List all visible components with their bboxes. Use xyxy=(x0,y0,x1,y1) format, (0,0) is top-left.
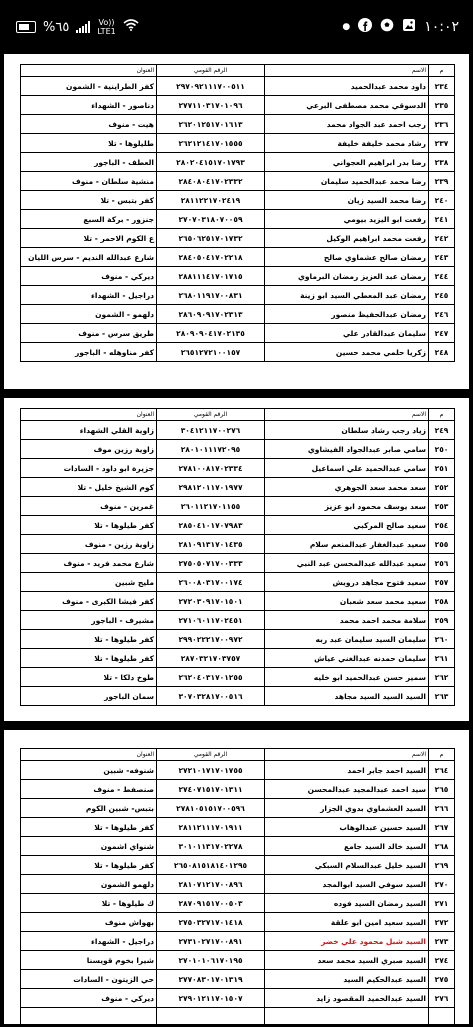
person-name: السيد سعيد امين ابو علقة xyxy=(265,913,429,932)
document-page-3 xyxy=(4,730,469,1024)
person-name: السيد رمضان السيد فوده xyxy=(265,894,429,913)
person-name: سامي صابر عبدالجواد الفيشاوي xyxy=(265,440,429,459)
row-number: ٢٧٣ xyxy=(429,932,455,951)
national-id: ٢٦٢١٢١٤١٧٠١٥٥٥ xyxy=(157,134,265,153)
network-label xyxy=(97,18,115,36)
address: كفر مناوهله - الباجور xyxy=(21,343,157,362)
address: ديركي - منوف xyxy=(21,267,157,286)
table-row xyxy=(21,592,455,611)
address: شنوفه- شبين xyxy=(21,761,157,780)
signal-icon xyxy=(76,21,90,33)
address: حي الزيتون - السادات xyxy=(21,970,157,989)
national-id: ٢٨٤٠٨٠٤١٧٠٢٣٣٢ xyxy=(157,172,265,191)
address: جنزور - بركة السبع xyxy=(21,210,157,229)
national-id: ٢٨٤٠٥٠٤١٧٠٢٢١٨ xyxy=(157,248,265,267)
records-table-2 xyxy=(20,408,455,706)
person-name: سعد محمد سعد الجوهري xyxy=(265,478,429,497)
table-row xyxy=(21,687,455,706)
address: دراجيل - الشهداء xyxy=(21,286,157,305)
table-row xyxy=(21,573,455,592)
address: كفر طيلوها - تلا xyxy=(21,630,157,649)
person-name: سعيد عبدالله عبدالمحسن عبد النبي xyxy=(265,554,429,573)
national-id: ٢٨١٠٧١٢١٧٠٠٨٩٦ xyxy=(157,875,265,894)
volte-label: Vo)) xyxy=(98,18,115,27)
address: كفر طيلوها - تلا xyxy=(21,516,157,535)
table-row xyxy=(21,286,455,305)
row-number: ٢٤٨ xyxy=(429,343,455,362)
national-id: ٢٨١٠٩١٣١٧٠١٤٣٥ xyxy=(157,535,265,554)
table-row xyxy=(21,248,455,267)
row-number: ٢٧٦ xyxy=(429,989,455,1008)
person-name: سلامة محمد احمد محمد xyxy=(265,611,429,630)
address: شارع محمد فريد - منوف xyxy=(21,554,157,573)
national-id: ٢٧٢٠٣٠٩١٧٠١٥٠١ xyxy=(157,592,265,611)
table-row xyxy=(21,875,455,894)
national-id: ٢٧٧٠٨٣٠١٧٠١٣١٩ xyxy=(157,970,265,989)
person-name: السيد شبل محمود علي خضر xyxy=(265,932,429,951)
table-row xyxy=(21,894,455,913)
person-name: داود محمد عبدالحميد xyxy=(265,77,429,96)
national-id: ٣٠١٠١١٣١٧٠٢٢٧٨ xyxy=(157,837,265,856)
row-number: ٢٧١ xyxy=(429,894,455,913)
national-id: ٢٦٥٠٨١٥١٨١٤٠١٢٩٥ xyxy=(157,856,265,875)
address: كفر بتبس - تلا xyxy=(21,191,157,210)
address: شارع عبدالله النديم - سرس الليان xyxy=(21,248,157,267)
address: كفر طيلوها - تلا xyxy=(21,649,157,668)
gallery-icon xyxy=(402,18,416,36)
header-id: الرقم القومي xyxy=(157,65,265,77)
national-id: ٢٩٧٠٩٢١١١٧٠٠٥١١ xyxy=(157,77,265,96)
row-number: ٢٧٢ xyxy=(429,913,455,932)
football-icon xyxy=(380,18,394,36)
row-number: ٢٧٥ xyxy=(429,970,455,989)
row-number: ٢٦٨ xyxy=(429,837,455,856)
address: زاوية رزين موف xyxy=(21,440,157,459)
table-row xyxy=(21,611,455,630)
row-number: ٢٦٦ xyxy=(429,799,455,818)
table-row xyxy=(21,115,455,134)
row-number: ٢٦٢ xyxy=(429,668,455,687)
national-id: ٢٨١١٢٢١٧٠٢٤١٩ xyxy=(157,191,265,210)
row-number: ٢٤٩ xyxy=(429,421,455,440)
table-row xyxy=(21,229,455,248)
row-number: ٢٣٥ xyxy=(429,96,455,115)
table-row xyxy=(21,172,455,191)
row-number: ٢٣٧ xyxy=(429,134,455,153)
table-row xyxy=(21,837,455,856)
address: العطف - الباجور xyxy=(21,153,157,172)
dot-icon: ● xyxy=(342,22,351,32)
address: ع الكوم الاحمر - تلا xyxy=(21,229,157,248)
person-name: السيد خليل عبدالسلام السبكي xyxy=(265,856,429,875)
address: طليلوها - تلا xyxy=(21,134,157,153)
national-id: ٢٨٠٢٠٤١٥١٧٠١٧٩٣ xyxy=(157,153,265,172)
row-number: ٢٤٧ xyxy=(429,324,455,343)
lte-label: LTE1 xyxy=(97,27,116,36)
table-row xyxy=(21,77,455,96)
table-header xyxy=(21,409,455,421)
address: دلهمو الشمون xyxy=(21,875,157,894)
address: بهواش منوف xyxy=(21,913,157,932)
national-id: ٢٦٥٠٦٢٥١٧٠١٧٣٢ xyxy=(157,229,265,248)
person-name: سليمان حمدنه عبدالغني عياش xyxy=(265,649,429,668)
row-number: ٢٣٤ xyxy=(429,77,455,96)
person-name: السيد خالد السيد جامع xyxy=(265,837,429,856)
national-id: ٢٨٨١١١٤١٧٠١٧١٥ xyxy=(157,267,265,286)
national-id: ٢٧٨١٠٠٨١٧٠٢٣٣٤ xyxy=(157,459,265,478)
table-row xyxy=(21,932,455,951)
table-row xyxy=(21,668,455,687)
person-name: رشاد محمد خليفة خليفة xyxy=(265,134,429,153)
address: جزيرة ابو داود - السادات xyxy=(21,459,157,478)
national-id: ٢٨٥٠٤١٠١٧٠٧٩٨٣ xyxy=(157,516,265,535)
person-name: رفعت ابو اليزيد بيومي xyxy=(265,210,429,229)
table-row xyxy=(21,818,455,837)
row-number: ٢٧٤ xyxy=(429,951,455,970)
table-row xyxy=(21,343,455,362)
status-left xyxy=(16,18,139,36)
national-id: ٢٧٥٠٣٢٧١٧٠١٤١٨ xyxy=(157,913,265,932)
clock-time: ١٠:٠٢ xyxy=(424,19,459,35)
national-id: ٣٠٧٠٣٢٨١٧٠٠٥١٦ xyxy=(157,687,265,706)
person-name: السيد عبدالحميد المقصود زايد xyxy=(265,989,429,1008)
person-name: سليمان عبدالقادر علي xyxy=(265,324,429,343)
table-row xyxy=(21,649,455,668)
table-row xyxy=(21,96,455,115)
address: دلهمو - الشمون xyxy=(21,305,157,324)
table-row xyxy=(21,554,455,573)
header-id: الرقم القومي xyxy=(157,749,265,761)
person-name: السيد السيد السيد مجاهد xyxy=(265,687,429,706)
national-id: ٢٦٠٠٨٠٣١٧٠٠١٧٤ xyxy=(157,573,265,592)
person-name: سليمان السيد سليمان عبد ربه xyxy=(265,630,429,649)
person-name: سيد احمد عبدالمجيد عبدالمحسن xyxy=(265,780,429,799)
table-row xyxy=(21,497,455,516)
header-no: م xyxy=(429,409,455,421)
row-number: ٢٥٢ xyxy=(429,478,455,497)
address: طوخ دلكا - تلا xyxy=(21,668,157,687)
person-name: رجب احمد عبد الجواد محمد xyxy=(265,115,429,134)
table-body xyxy=(21,761,455,1027)
address: كفر طيلوها - تلا xyxy=(21,818,157,837)
address: دراجيل - الشهداء xyxy=(21,932,157,951)
row-number: ٢٥٣ xyxy=(429,497,455,516)
header-no: م xyxy=(429,65,455,77)
row-number: ٢٥١ xyxy=(429,459,455,478)
address: هيت - منوف xyxy=(21,115,157,134)
row-number: ٢٦٤ xyxy=(429,761,455,780)
person-name: رضا محمد السيد زيان xyxy=(265,191,429,210)
person-name: رمضان عبد المعطي السيد ابو زينة xyxy=(265,286,429,305)
row-number: ٢٦٠ xyxy=(429,630,455,649)
person-name: السيد احمد جابر احمد xyxy=(265,761,429,780)
row-number: ٢٤٥ xyxy=(429,286,455,305)
national-id: ٣٠٤١٢١١٧٠٠٢٧٦ xyxy=(157,421,265,440)
address: ك طيلوها - تلا xyxy=(21,894,157,913)
address: مليج شبين xyxy=(21,573,157,592)
header-name: الاسم xyxy=(265,749,429,761)
person-name: سعد يوسف محمود ابو عزيز xyxy=(265,497,429,516)
header-address: العنوان xyxy=(21,749,157,761)
row-number: ٢٤١ xyxy=(429,210,455,229)
address: سمان الباجور xyxy=(21,687,157,706)
row-number: ٢٦١ xyxy=(429,649,455,668)
national-id: ٢٦٠١١٢١٧٠١١٥٥ xyxy=(157,497,265,516)
table-row xyxy=(21,459,455,478)
row-number: ٢٤٦ xyxy=(429,305,455,324)
person-name: رمضان عبدالحفيظ منصور xyxy=(265,305,429,324)
person-name: زكريا حلمي محمد حسين xyxy=(265,343,429,362)
address: كفر فيشا الكبرى - منوف xyxy=(21,592,157,611)
header-name: الاسم xyxy=(265,409,429,421)
person-name: سعيد محمد سعد شعبان xyxy=(265,592,429,611)
person-name: رضا بدر ابراهيم العجواني xyxy=(265,153,429,172)
national-id: ٢٧٥٠٥٠٧١٧٠٠٣٣٣ xyxy=(157,554,265,573)
address: كوم الشيخ خليل - تلا xyxy=(21,478,157,497)
address: دناصور - الشهداء xyxy=(21,96,157,115)
header-id: الرقم القومي xyxy=(157,409,265,421)
national-id: ٢٧٨١٠٥١٥١٧٠٠٥٩٦ xyxy=(157,799,265,818)
person-name: رضا محمد عبدالحميد سليمان xyxy=(265,172,429,191)
address: منشية سلطان - منوف xyxy=(21,172,157,191)
table-row xyxy=(21,153,455,172)
table-body xyxy=(21,77,455,362)
header-address: العنوان xyxy=(21,409,157,421)
person-name: السيد حسين عبدالوهاب xyxy=(265,818,429,837)
address: شنواي اشمون xyxy=(21,837,157,856)
national-id: ٢٧٠٧٠٣١٨٠٧٠٠٥٩ xyxy=(157,210,265,229)
table-row xyxy=(21,440,455,459)
national-id: ٢٨١١٢١١١٧٠١٩١١ xyxy=(157,818,265,837)
table-row xyxy=(21,970,455,989)
person-name: سعيد فتوح مجاهد درويش xyxy=(265,573,429,592)
facebook-icon xyxy=(358,18,372,36)
person-name: سعيد عبدالغفار عبدالمنعم سلام xyxy=(265,535,429,554)
address: كفر الطراينية - الشمون xyxy=(21,77,157,96)
wifi-icon xyxy=(123,19,139,35)
battery-level: %٦٥ xyxy=(43,19,70,35)
person-name: السيد عبدالحكيم السيد xyxy=(265,970,429,989)
person-name: رفعت محمد ابراهيم الوكيل xyxy=(265,229,429,248)
person-name: السيد سوفي السيد ابوالمجد xyxy=(265,875,429,894)
address: زاوية القلي الشهداء xyxy=(21,421,157,440)
national-id: ٢٦٨٠١١٩١٧٠٠٨٣١ xyxy=(157,286,265,305)
table-row xyxy=(21,913,455,932)
table-row xyxy=(21,516,455,535)
national-id: ٢٧٣١٠٢٧١٧٠٠٨٩١ xyxy=(157,932,265,951)
document-page-2 xyxy=(4,398,469,721)
table-row xyxy=(21,761,455,780)
national-id: ٢٧٤٠٧١٥١٧٠١٣١١ xyxy=(157,780,265,799)
header-no: م xyxy=(429,749,455,761)
table-row xyxy=(21,780,455,799)
row-number: ٢٦٥ xyxy=(429,780,455,799)
person-name: الدسوقي محمد مصطفى البرعي xyxy=(265,96,429,115)
person-name: زياد رجب رشاد سلطان xyxy=(265,421,429,440)
national-id: ٢٩٩٠٢٢٢١٧٠٠٩٧٢ xyxy=(157,630,265,649)
row-number: ٢٦٧ xyxy=(429,818,455,837)
table-row xyxy=(21,191,455,210)
national-id: ٢٦٢٠٤٠٣١٧٠١٢٥٥ xyxy=(157,668,265,687)
table-row xyxy=(21,478,455,497)
row-number: ٢٥٥ xyxy=(429,535,455,554)
document-page-1 xyxy=(4,54,469,389)
header-name: الاسم xyxy=(265,65,429,77)
person-name: سمير حسن عبدالحميد ابو خليه xyxy=(265,668,429,687)
national-id: ٢٧٢١٠١٧١٧٠١٧٥٥ xyxy=(157,761,265,780)
national-id: ٢٧١٠٦٠١١٧٠٢٤٥١ xyxy=(157,611,265,630)
row-number: ٢٥٠ xyxy=(429,440,455,459)
person-name: رمضان عبد العزيز رمضان البرماوي xyxy=(265,267,429,286)
table-row xyxy=(21,856,455,875)
row-number: ٢٥٤ xyxy=(429,516,455,535)
table-row xyxy=(21,630,455,649)
national-id: ٢٧٧١١٠٣١٧٠١٠٩٦ xyxy=(157,96,265,115)
address: غمرين - منوف xyxy=(21,497,157,516)
row-number: ٢٤٤ xyxy=(429,267,455,286)
address: بتبس- شبين الكوم xyxy=(21,799,157,818)
national-id: ٢٨٧٠٣٢١٧٠٣٧٥٧ xyxy=(157,649,265,668)
person-name: السيد صبري السيد محمد سعد xyxy=(265,951,429,970)
table-header xyxy=(21,65,455,77)
national-id: ٢٧٩٠١٢١١٧٠١٥٠٧ xyxy=(157,989,265,1008)
records-table-3 xyxy=(20,748,455,1027)
national-id: ٢٧٠١٠١٠٦١٧٠١٩٥ xyxy=(157,951,265,970)
address: صنصفط - منوف xyxy=(21,780,157,799)
row-number: ٢٤٢ xyxy=(429,229,455,248)
table-row xyxy=(21,989,455,1008)
person-name: السيد العشماوي بدوي الجزار xyxy=(265,799,429,818)
person-name: سامي عبدالحميد علي اسماعيل xyxy=(265,459,429,478)
address: ديركي - منوف xyxy=(21,989,157,1008)
row-number: ٢٣٨ xyxy=(429,153,455,172)
row-number: ٢٤٣ xyxy=(429,248,455,267)
row-number: ٢٧٠ xyxy=(429,875,455,894)
status-right xyxy=(342,18,459,36)
row-number: ٢٥٩ xyxy=(429,611,455,630)
records-table-1 xyxy=(20,64,455,362)
table-row xyxy=(21,210,455,229)
row-number: ٢٦٩ xyxy=(429,856,455,875)
national-id: ٢٦٢٠١٢٥١٧٠١٦١٣ xyxy=(157,115,265,134)
table-row xyxy=(21,951,455,970)
national-id: ٢٩٨١٢٠١١٧٠١٩٧٧ xyxy=(157,478,265,497)
address: طريق سرس - منوف xyxy=(21,324,157,343)
row-number: ٢٣٩ xyxy=(429,172,455,191)
row-number: ٢٣٦ xyxy=(429,115,455,134)
national-id: ٢٨٠٩٠٩٠٤١٧٠٢١٣٥ xyxy=(157,324,265,343)
national-id: ٢٦٥١٢٧٢١٠٠١٥٧ xyxy=(157,343,265,362)
row-number: ٢٥٦ xyxy=(429,554,455,573)
address: كفر طيلوها - تلا xyxy=(21,856,157,875)
table-row xyxy=(21,421,455,440)
person-name: سعيد صالح المركبي xyxy=(265,516,429,535)
national-id: ٢٨٠١٠١١١٧٢٠٩٥ xyxy=(157,440,265,459)
table-row xyxy=(21,324,455,343)
national-id: ٢٨٧٠٩١٥١٧٠٠٥٠٣ xyxy=(157,894,265,913)
address: مشيرف - الباجور xyxy=(21,611,157,630)
national-id: ٢٨٦٠٩٠٩١٧٠٢٣١٣ xyxy=(157,305,265,324)
person-name: رمضان صالح عشماوي صالح xyxy=(265,248,429,267)
row-number: ٢٥٨ xyxy=(429,592,455,611)
address: زاوية رزين - منوف xyxy=(21,535,157,554)
address: شيرا بخوم قويسنا xyxy=(21,951,157,970)
table-row xyxy=(21,535,455,554)
table-body xyxy=(21,421,455,706)
row-number: ٢٦٣ xyxy=(429,687,455,706)
table-row xyxy=(21,799,455,818)
row-number: ٢٥٧ xyxy=(429,573,455,592)
row-number: ٢٤٠ xyxy=(429,191,455,210)
table-row xyxy=(21,305,455,324)
battery-icon xyxy=(16,21,36,33)
table-row xyxy=(21,134,455,153)
table-row xyxy=(21,267,455,286)
status-bar xyxy=(0,0,473,52)
table-header xyxy=(21,749,455,761)
header-address: العنوان xyxy=(21,65,157,77)
